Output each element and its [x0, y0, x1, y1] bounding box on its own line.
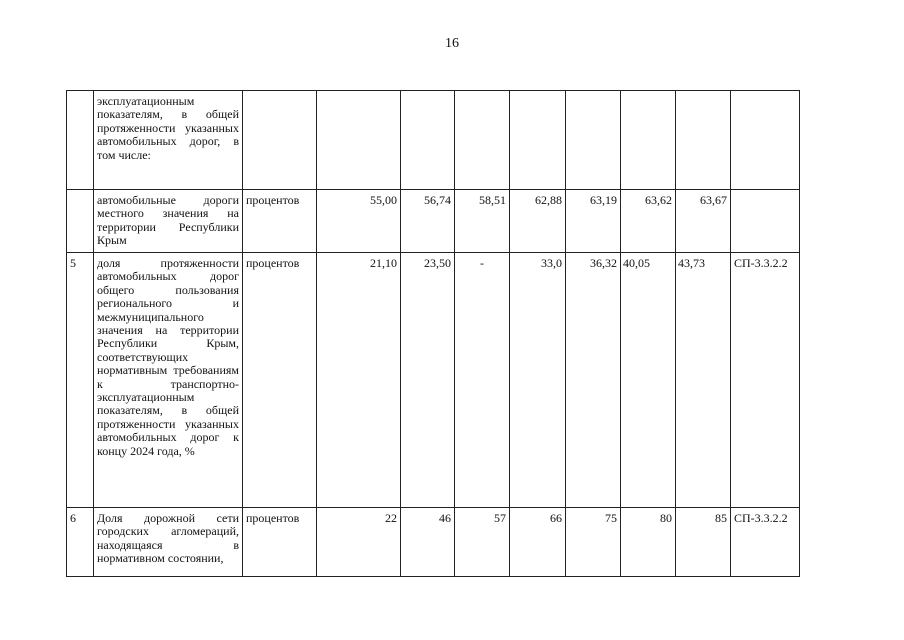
- page-number: 16: [445, 36, 459, 51]
- value-cell: 46: [401, 508, 455, 577]
- value-cell: [676, 91, 731, 190]
- value-cell: [455, 91, 510, 190]
- value-cell: 55,00: [317, 190, 401, 253]
- row-unit: [243, 91, 317, 190]
- table-row: [67, 253, 800, 508]
- value-cell: -: [455, 253, 510, 508]
- value-cell: 85: [676, 508, 731, 577]
- value-cell: 21,10: [317, 253, 401, 508]
- row-unit: процентов: [243, 253, 317, 508]
- row-description: Доля дорожной сети городских агломераций, находящаяся в нормативном состоянии,: [94, 508, 243, 577]
- table-row: [67, 508, 800, 577]
- value-cell: [401, 91, 455, 190]
- value-cell: 58,51: [455, 190, 510, 253]
- row-index: 5: [67, 253, 94, 508]
- row-description: эксплуатационным показателям, в общей протяженности указанных автомобильных дорог, в том числе:: [94, 91, 243, 190]
- value-cell: 66: [510, 508, 566, 577]
- row-index: 6: [67, 508, 94, 577]
- value-cell: 62,88: [510, 190, 566, 253]
- value-cell: 75: [566, 508, 621, 577]
- row-reference: [731, 190, 800, 253]
- value-cell: 63,62: [621, 190, 676, 253]
- row-reference: СП-3.3.2.2: [731, 508, 800, 577]
- row-unit: процентов: [243, 190, 317, 253]
- value-cell: 33,0: [510, 253, 566, 508]
- value-cell: [510, 91, 566, 190]
- value-cell: [621, 91, 676, 190]
- table-row: [67, 91, 800, 190]
- row-unit: процентов: [243, 508, 317, 577]
- value-cell: [317, 91, 401, 190]
- value-cell: 56,74: [401, 190, 455, 253]
- value-cell: 23,50: [401, 253, 455, 508]
- value-cell: 22: [317, 508, 401, 577]
- value-cell: 40,05: [621, 253, 676, 508]
- row-index: [67, 91, 94, 190]
- value-cell: [566, 91, 621, 190]
- value-cell: 36,32: [566, 253, 621, 508]
- value-cell: 63,67: [676, 190, 731, 253]
- value-cell: 57: [455, 508, 510, 577]
- table-row: [67, 190, 800, 253]
- value-cell: 80: [621, 508, 676, 577]
- value-cell: 63,19: [566, 190, 621, 253]
- row-reference: СП-3.3.2.2: [731, 253, 800, 508]
- row-index: [67, 190, 94, 253]
- value-cell: 43,73: [676, 253, 731, 508]
- indicators-table: [66, 90, 800, 577]
- row-description: доля протяженности автомобильных дорог общего пользования регионального и межмуниципального значения на территории Республики Крым, соответствующих нормативным требованиям к транспортно-эксплуатационным показателям, в общей протяженности указанных автомобильных дорог к концу 2024 года, %: [94, 253, 243, 508]
- row-reference: [731, 91, 800, 190]
- row-description: автомобильные дороги местного значения на территории Республики Крым: [94, 190, 243, 253]
